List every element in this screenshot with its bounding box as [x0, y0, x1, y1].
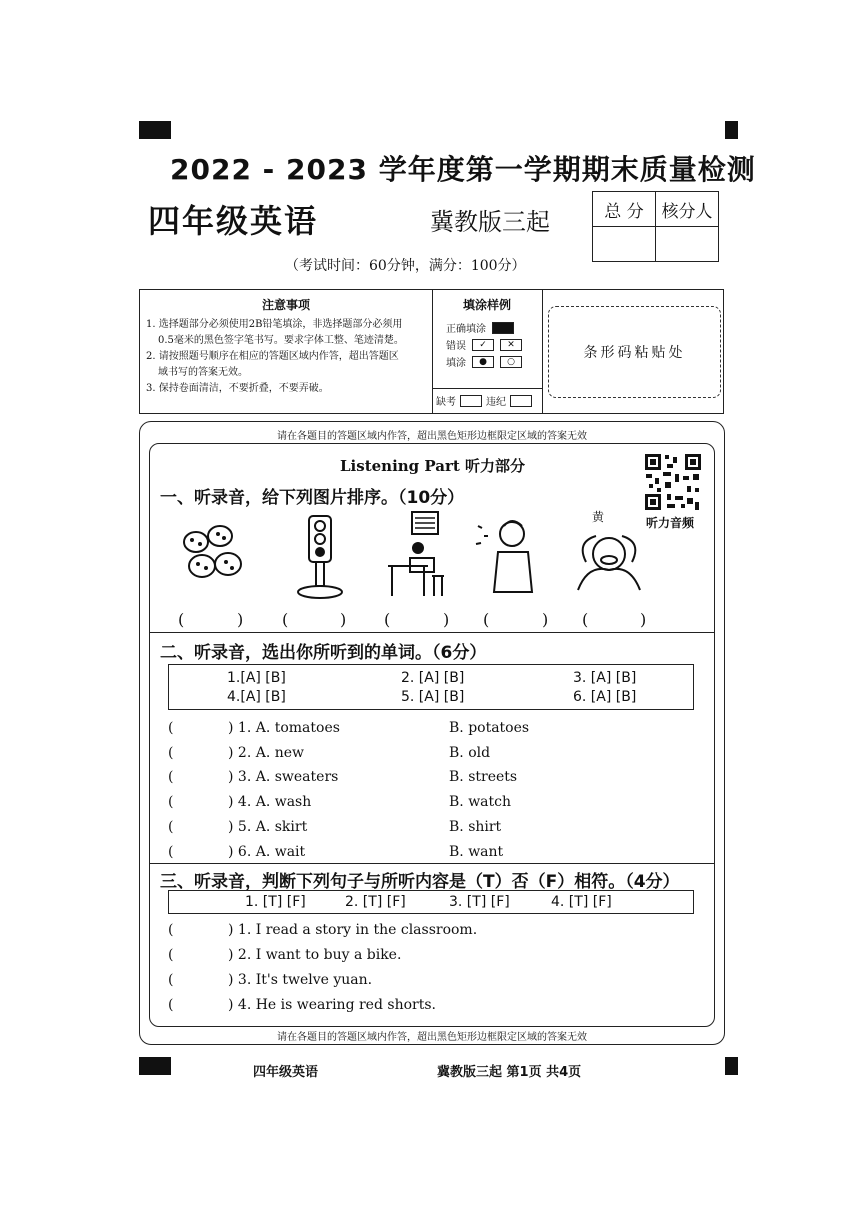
question-open-paren[interactable]: (: [168, 769, 174, 785]
question-option-a: ) 3. A. sweaters: [228, 769, 339, 785]
answer-blank-close: ): [340, 610, 347, 629]
question-option-b: B. streets: [449, 769, 518, 785]
subject-title: 四年级英语: [148, 202, 319, 240]
answer-choice-3[interactable]: 3. [A] [B]: [573, 670, 637, 686]
question-option-a: ) 5. A. skirt: [228, 819, 308, 835]
total-score-cell[interactable]: [593, 227, 656, 262]
listening-title: Listening Part 听力部分: [340, 457, 526, 475]
section-divider: [149, 863, 715, 864]
answer-blank-close: ): [237, 610, 244, 629]
question-open-paren[interactable]: (: [168, 972, 174, 988]
tf-choice-3[interactable]: 3. [T] [F]: [449, 894, 510, 910]
section3-heading: 三、听录音，判断下列句子与所听内容是（T）否（F）相符。（4分）: [160, 872, 680, 892]
score-table: [592, 191, 719, 262]
vegetables-picture: [180, 522, 246, 584]
question-option-b: B. shirt: [449, 819, 502, 835]
instructions-box: [139, 289, 724, 414]
dot-mark-icon: ●: [472, 356, 494, 368]
tf-choice-4[interactable]: 4. [T] [F]: [551, 894, 612, 910]
area-warning-bottom: 请在各题目的答题区域内作答，超出黑色矩形边框限定区域的答案无效: [277, 1032, 587, 1043]
question-option-b: B. potatoes: [449, 720, 530, 736]
tf-question: ) 4. He is wearing red shorts.: [228, 997, 436, 1013]
note-line: 1. 选择题部分必须使用2B铅笔填涂，非选择题部分必须用: [146, 319, 403, 330]
section3-answer-box: [168, 890, 694, 914]
question-option-a: ) 2. A. new: [228, 745, 305, 761]
answer-choice-1[interactable]: 1.[A] [B]: [227, 670, 286, 686]
section2-answer-box: [168, 664, 694, 710]
checker-cell[interactable]: [656, 227, 719, 262]
question-option-b: B. want: [449, 844, 504, 860]
section2-heading: 二、听录音，选出你所听到的单词。（6分）: [160, 643, 487, 663]
footer-subject: 四年级英语: [253, 1065, 319, 1080]
area-warning-top: 请在各题目的答题区域内作答，超出黑色矩形边框限定区域的答案无效: [277, 431, 587, 442]
absent-box[interactable]: [460, 395, 482, 407]
answer-choice-2[interactable]: 2. [A] [B]: [401, 670, 465, 686]
section1-heading: 一、听录音，给下列图片排序。（10分）: [160, 488, 465, 508]
notes-panel: [140, 290, 433, 413]
answer-blank-close: ): [542, 610, 549, 629]
tf-question: ) 1. I read a story in the classroom.: [228, 922, 478, 938]
qr-code-icon[interactable]: [643, 452, 703, 512]
cross-mark-icon: ✕: [500, 339, 522, 351]
question-open-paren[interactable]: (: [168, 745, 174, 761]
picture-caption: 黄: [592, 510, 605, 524]
barcode-area: 条形码粘贴处: [548, 306, 721, 398]
alignment-mark-top-left: [139, 121, 171, 139]
question-option-a: ) 4. A. wash: [228, 794, 312, 810]
tf-choice-2[interactable]: 2. [T] [F]: [345, 894, 406, 910]
boy-with-hands-on-head-picture: [574, 526, 644, 594]
answer-choice-5[interactable]: 5. [A] [B]: [401, 689, 465, 705]
section-divider: [149, 632, 715, 633]
traffic-light-picture: [292, 514, 348, 600]
answer-blank-close: ): [640, 610, 647, 629]
student-at-desk-picture: [384, 510, 446, 600]
tf-question: ) 2. I want to buy a bike.: [228, 947, 402, 963]
question-open-paren[interactable]: (: [168, 844, 174, 860]
answer-blank-close: ): [443, 610, 450, 629]
wrong-fill-label-2: 填涂: [446, 358, 466, 369]
note-line: 域书写的答案无效。: [158, 367, 248, 378]
note-line: 0.5毫米的黑色签字笔书写。要求字体工整、笔迹清楚。: [158, 335, 404, 346]
alignment-mark-bottom-left: [139, 1057, 171, 1075]
question-open-paren[interactable]: (: [168, 819, 174, 835]
tf-choice-1[interactable]: 1. [T] [F]: [245, 894, 306, 910]
edition-label: 冀教版三起: [430, 208, 550, 236]
tf-question: ) 3. It's twelve yuan.: [228, 972, 373, 988]
note-line: 3. 保持卷面清洁，不要折叠，不要弄破。: [146, 383, 329, 394]
question-open-paren[interactable]: (: [168, 922, 174, 938]
fill-example-panel: [432, 290, 543, 413]
wrong-fill-label: 错误: [446, 341, 466, 352]
notes-heading: 注意事项: [261, 298, 310, 312]
question-option-a: ) 6. A. wait: [228, 844, 306, 860]
alignment-mark-top-right: [725, 121, 738, 139]
question-option-b: B. old: [449, 745, 491, 761]
checker-header: 核分人: [656, 192, 719, 227]
check-mark-icon: ✓: [472, 339, 494, 351]
filled-box-icon: [492, 322, 514, 334]
answer-blank-open[interactable]: (: [384, 610, 391, 629]
answer-choice-6[interactable]: 6. [A] [B]: [573, 689, 637, 705]
question-open-paren[interactable]: (: [168, 794, 174, 810]
question-option-b: B. watch: [449, 794, 512, 810]
exam-info: （考试时间：60分钟，满分：100分）: [285, 258, 526, 274]
exam-title: 2022 - 2023 学年度第一学期期末质量检测: [170, 153, 756, 186]
total-score-header: 总 分: [593, 192, 656, 227]
question-option-a: ) 1. A. tomatoes: [228, 720, 340, 736]
alignment-mark-bottom-right: [725, 1057, 738, 1075]
qr-label: 听力音频: [646, 516, 695, 530]
question-open-paren[interactable]: (: [168, 720, 174, 736]
answer-choice-4[interactable]: 4.[A] [B]: [227, 689, 286, 705]
circle-mark-icon: ○: [500, 356, 522, 368]
violation-box[interactable]: [510, 395, 532, 407]
correct-fill-label: 正确填涂: [446, 324, 486, 335]
answer-blank-open[interactable]: (: [178, 610, 185, 629]
absent-label: 缺考: [436, 397, 456, 408]
boy-singing-picture: [474, 512, 538, 598]
fill-example-heading: 填涂样例: [462, 298, 511, 312]
note-line: 2. 请按照题号顺序在相应的答题区域内作答，超出答题区: [146, 351, 399, 362]
footer-page-info: 冀教版三起 第1页 共4页: [437, 1065, 582, 1080]
question-open-paren[interactable]: (: [168, 997, 174, 1013]
question-open-paren[interactable]: (: [168, 947, 174, 963]
violation-label: 违纪: [486, 397, 506, 408]
answer-blank-open[interactable]: (: [582, 610, 589, 629]
answer-blank-open[interactable]: (: [483, 610, 490, 629]
answer-blank-open[interactable]: (: [282, 610, 289, 629]
